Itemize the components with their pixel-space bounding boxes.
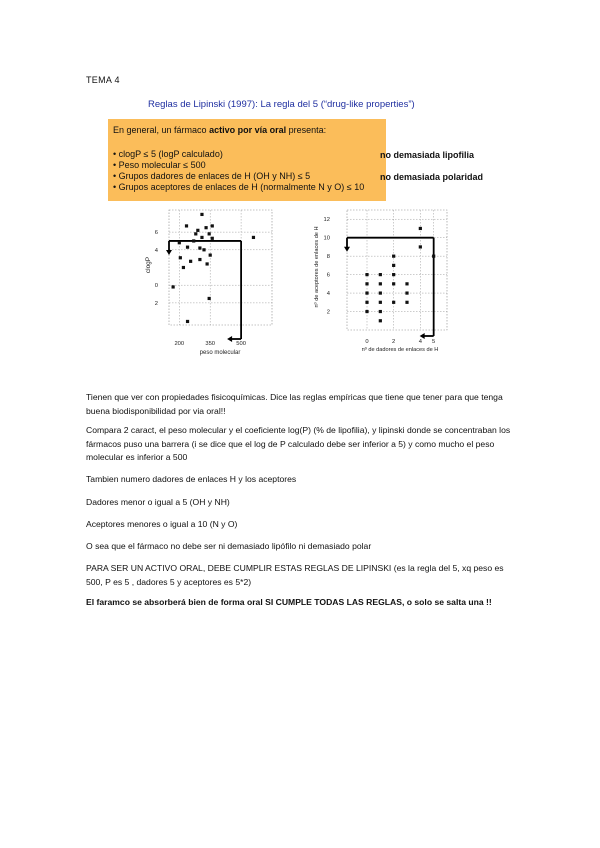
paragraph-donors-acceptors: Tambien numero dadores de enlaces H y los aceptores [86, 474, 297, 484]
chart-clogp-vs-molecular-weight [140, 205, 285, 360]
rule-hbond-acceptors: • Grupos aceptores de enlaces de H (normalmente N y O) ≤ 10 [113, 182, 365, 192]
paragraph-compare: Compara 2 caract, el peso molecular y el coeficiente log(P) (% de lipofilia), y lipinski donde se concentraban los fármacos puso una barrera (i se dice que el log de P calculado debe ser inferior a 5) y como mucho el peso molecular es inferior a 500 [86, 425, 511, 462]
x-tick-label-3: 4 [418, 339, 422, 345]
data-point-5 [365, 310, 368, 313]
data-point-16 [392, 301, 395, 304]
y-tick-label-4: 8 [326, 254, 330, 261]
rules-intro [113, 125, 326, 135]
data-point-2 [185, 224, 188, 227]
data-point-3 [196, 229, 199, 232]
threshold-arrowhead-bottom [227, 336, 232, 342]
grid [347, 210, 447, 330]
y-tick-label-1: 6 [154, 230, 158, 237]
y-tick-label-3: 6 [326, 272, 330, 279]
data-point-19 [198, 258, 201, 261]
data-point-2 [365, 282, 368, 285]
y-tick-label-3: 0 [154, 283, 158, 290]
data-point-20 [206, 262, 209, 265]
note-polarity: no demasiada polaridad [380, 172, 484, 182]
absorption-prefix: El faramco se absorberá bien de forma oral [86, 597, 266, 607]
data-point-13 [186, 246, 189, 249]
x-tick-label-1: 200 [174, 341, 185, 347]
rules-intro-suffix: presenta: [286, 125, 327, 135]
data-point-8 [208, 232, 211, 235]
data-point-8 [379, 291, 382, 294]
slide-title: Reglas de Lipinski (1997): La regla del 5 (“drug-like properties”) [148, 99, 415, 110]
data-point-5 [211, 224, 214, 227]
rule-molecular-weight: • Peso molecular ≤ 500 [113, 160, 206, 170]
rule-hbond-donors: • Grupos dadores de enlaces de H (OH y NH) ≤ 5 [113, 171, 311, 181]
y-tick-label-4: 2 [154, 300, 158, 307]
data-point-1 [365, 273, 368, 276]
data-point-11 [211, 237, 214, 240]
document-heading: TEMA 4 [86, 75, 120, 85]
y-tick-labels [155, 230, 159, 307]
data-point-10 [379, 310, 382, 313]
rules-intro-prefix: En general, un fármaco [113, 125, 210, 135]
data-point-6 [379, 273, 382, 276]
data-point-22 [432, 255, 435, 258]
plot-frame [347, 210, 447, 330]
y-tick-label-6: 12 [323, 217, 330, 224]
data-point-7 [379, 282, 382, 285]
data-point-14 [392, 273, 395, 276]
data-point-13 [392, 264, 395, 267]
data-point-3 [365, 291, 368, 294]
data-point-12 [392, 255, 395, 258]
data-point-21 [182, 266, 185, 269]
paragraph-donors-rule: Dadores menor o igual a 5 (OH y NH) [86, 497, 230, 507]
absorption-suffix: , o solo se salta una !! [401, 597, 492, 607]
paragraph-absorption [86, 596, 516, 610]
x-tick-label-1: 0 [365, 339, 369, 345]
y-axis-label: nº de aceptores de enlaces de H [314, 226, 320, 308]
paragraph-conclusion: O sea que el fármaco no debe ser ni demasiado lipófilo ni demasiado polar [86, 541, 372, 551]
data-point-19 [405, 301, 408, 304]
rule-clogp: • clogP ≤ 5 (logP calculado) [113, 149, 223, 159]
data-point-17 [405, 282, 408, 285]
paragraph-acceptors-rule: Aceptores menores o igual a 10 (N y O) [86, 519, 238, 529]
paragraph-oral-active: PARA SER UN ACTIVO ORAL, DEBE CUMPLIR ESTAS REGLAS DE LIPINSKI (es la regla del 5, xq peso es 500, P es 5 , dadores 5 y aceptores es 5*2) [86, 563, 504, 587]
data-points [172, 213, 256, 323]
x-tick-label-2: 2 [392, 339, 396, 345]
data-point-15 [392, 282, 395, 285]
data-point-4 [204, 226, 207, 229]
data-point-14 [198, 246, 201, 249]
data-point-11 [379, 319, 382, 322]
lipinski-rules-box [108, 119, 386, 201]
note-lipophilicity: no demasiada lipofilia [380, 150, 475, 160]
chart-acceptors-vs-donors [305, 205, 465, 365]
y-axis-label: clogP [145, 256, 152, 274]
y-tick-label-2: 4 [326, 291, 330, 298]
data-point-15 [202, 248, 205, 251]
data-point-21 [419, 245, 422, 248]
data-point-12 [252, 236, 255, 239]
data-point-24 [186, 320, 189, 323]
y-tick-label-2: 4 [154, 247, 158, 254]
threshold-arrowhead-left [166, 250, 172, 255]
data-point-18 [189, 260, 192, 263]
y-tick-label-1: 2 [326, 309, 330, 316]
rules-intro-bold: activo por vía oral [209, 125, 287, 135]
data-point-18 [405, 291, 408, 294]
threshold-arrowhead-left [344, 247, 350, 252]
data-point-20 [419, 227, 422, 230]
paragraph-physicochemical: Tienen que ver con propiedades fisicoquímicas. Dice las reglas empíricas que tiene que tener para que tenga buena biodisponibilidad por via oral!! [86, 392, 503, 416]
x-tick-labels [174, 341, 245, 347]
data-point-23 [208, 297, 211, 300]
data-point-10 [192, 239, 195, 242]
data-point-6 [194, 232, 197, 235]
data-point-17 [179, 256, 182, 259]
x-axis-label: nº de dadores de enlaces de H [361, 347, 439, 353]
absorption-bold: SI CUMPLE TODAS LAS REGLAS [265, 597, 402, 607]
x-tick-label-4: 5 [432, 339, 436, 345]
data-points [365, 227, 435, 323]
x-tick-label-2: 350 [205, 341, 216, 347]
y-tick-label-5: 10 [323, 235, 330, 242]
x-tick-label-3: 500 [236, 341, 246, 347]
x-axis-label: peso molecular [199, 350, 241, 356]
data-point-4 [365, 301, 368, 304]
data-point-9 [379, 301, 382, 304]
data-point-1 [200, 213, 203, 216]
x-tick-labels [365, 339, 435, 345]
data-point-16 [209, 254, 212, 257]
threshold-lines [166, 241, 241, 342]
data-point-9 [178, 241, 181, 244]
y-tick-labels [324, 217, 331, 315]
data-point-7 [200, 236, 203, 239]
data-point-22 [172, 285, 175, 288]
